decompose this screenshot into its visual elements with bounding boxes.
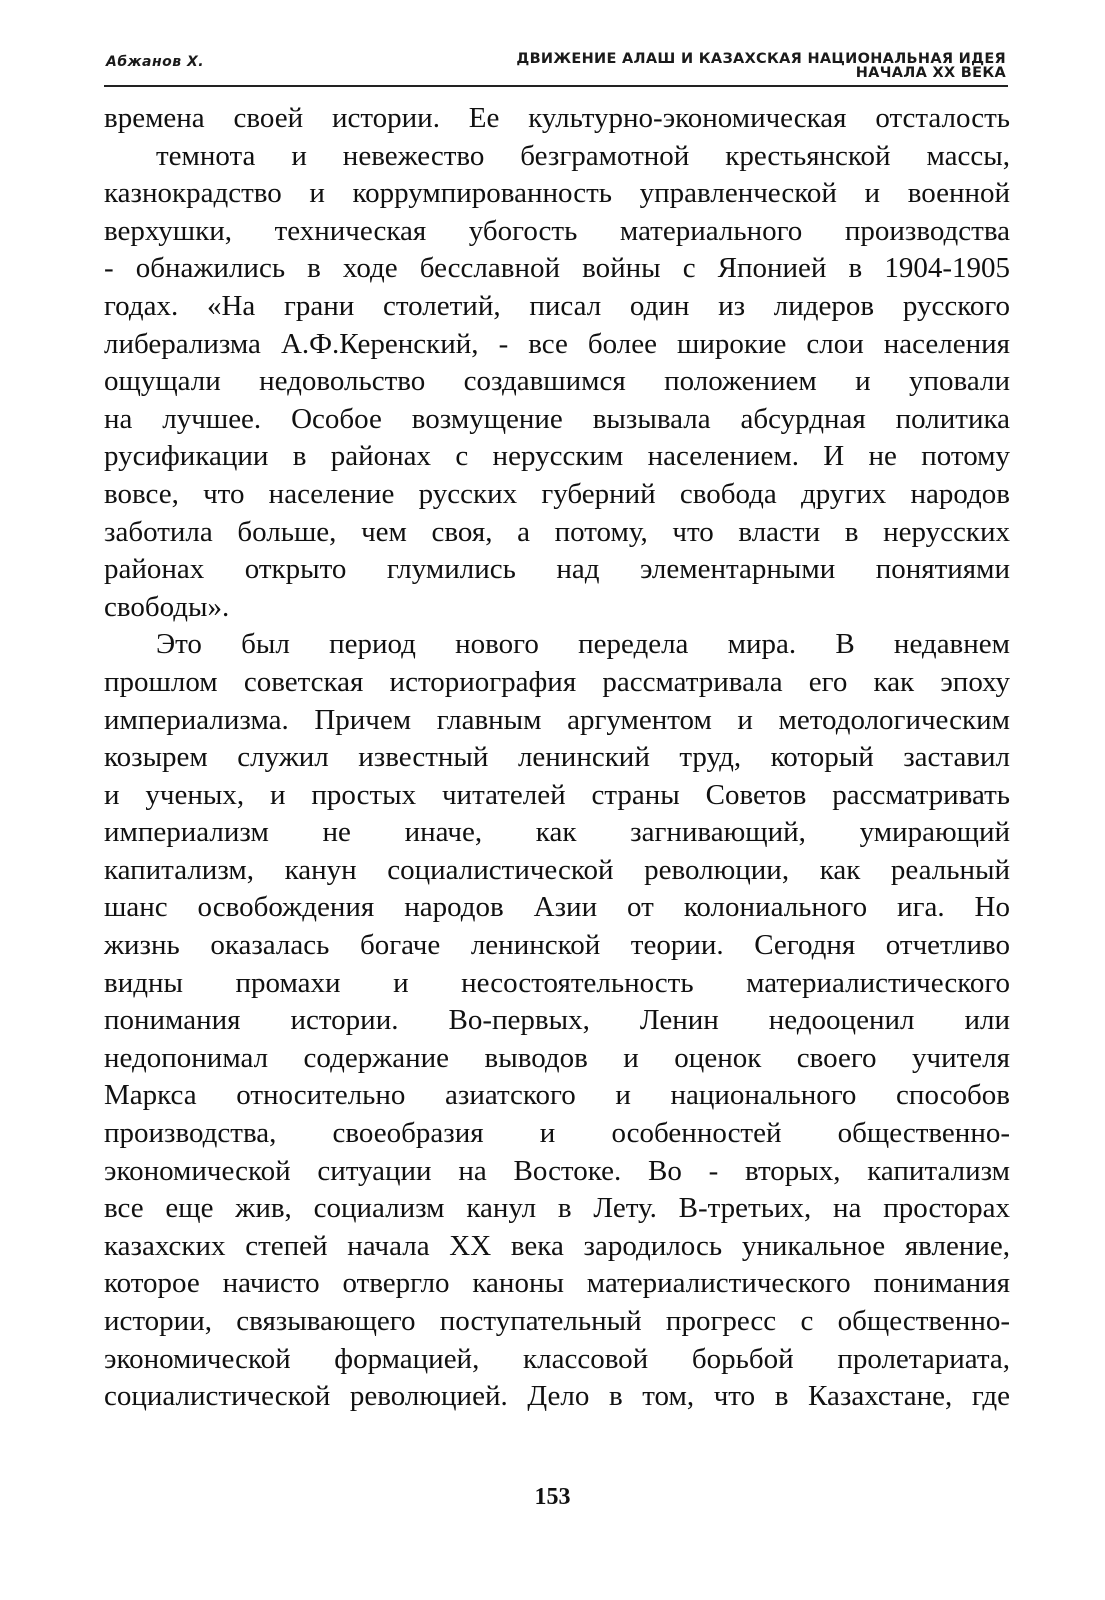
text-line: годах. «На грани столетий, писал один из лидеров русского xyxy=(104,289,1010,322)
text-line: экономической формацией, классовой борьбой пролетариата, xyxy=(104,1342,1010,1375)
text-line: производства, своеобразия и особенностей общественно- xyxy=(104,1117,1010,1150)
text-line: русификации в районах с нерусским населением. И не потому xyxy=(104,440,1010,473)
text-line: либерализма А.Ф.Керенский, - все более широкие слои населения xyxy=(104,327,1010,360)
text-line: районах открыто глумились над элементарными понятиями xyxy=(104,553,1010,586)
header-author: Абжанов Х. xyxy=(106,54,205,70)
page-number: 153 xyxy=(534,1484,571,1510)
text-line: все еще жив, социализм канул в Лету. В-третьих, на просторах xyxy=(104,1192,1010,1225)
header-rule xyxy=(104,85,1008,87)
text-line: - обнажились в ходе бесславной войны с Японией в 1904-1905 xyxy=(104,252,1010,285)
text-line: вовсе, что население русских губерний свобода других народов xyxy=(104,477,1010,510)
text-line: жизнь оказалась богаче ленинской теории. Сегодня отчетливо xyxy=(104,929,1010,962)
text-line: и ученых, и простых читателей страны Советов рассматривать xyxy=(104,778,1010,811)
text-line: социалистической революцией. Дело в том, что в Казахстане, где xyxy=(104,1380,1010,1413)
text-line: ощущали недовольство создавшимся положением и уповали xyxy=(104,365,1010,398)
text-line: истории, связывающего поступательный прогресс с общественно- xyxy=(104,1305,1010,1337)
text-line: империализма. Причем главным аргументом и методологическим xyxy=(104,703,1010,736)
text-line: темнота и невежество безграмотной крестьянской массы, xyxy=(156,139,1010,172)
text-line: времена своей истории. Ее культурно-экономическая отсталость xyxy=(104,102,1010,134)
text-line: верхушки, техническая убогость материального производства xyxy=(104,214,1010,247)
header-title xyxy=(516,52,1006,80)
text-line: прошлом советская историография рассматривала его как эпоху xyxy=(104,665,1010,698)
text-line: на лучшее. Особое возмущение вызывала абсурдная политика xyxy=(104,402,1010,435)
text-line: видны промахи и несостоятельность материалистического xyxy=(104,966,1010,999)
text-line: Это был период нового передела мира. В недавнем xyxy=(156,628,1010,661)
text-line: Маркса относительно азиатского и национального способов xyxy=(104,1079,1010,1112)
header-title-line-1: ДВИЖЕНИЕ АЛАШ И КАЗАХСКАЯ НАЦИОНАЛЬНАЯ ИДЕЯ xyxy=(516,51,1006,67)
text-line: казнокрадство и коррумпированность управленческой и военной xyxy=(104,177,1010,210)
text-line: которое начисто отвергло каноны материалистического понимания xyxy=(104,1267,1010,1300)
text-line: заботила больше, чем своя, а потому, что власти в нерусских xyxy=(104,515,1010,548)
text-line: козырем служил известный ленинский труд, который заставил xyxy=(104,741,1010,774)
text-line: свободы». xyxy=(104,590,230,623)
text-line: капитализм, канун социалистической революции, как реальный xyxy=(104,853,1010,886)
body-text xyxy=(104,100,1010,1416)
text-line: казахских степей начала ХХ века зародилось уникальное явление, xyxy=(104,1229,1010,1262)
text-line: шанс освобождения народов Азии от колониального ига. Но xyxy=(104,891,1010,924)
text-line: недопонимал содержание выводов и оценок своего учителя xyxy=(104,1041,1010,1074)
text-line: империализм не иначе, как загнивающий, умирающий xyxy=(104,816,1010,849)
header-title-line-2: НАЧАЛА ХХ ВЕКА xyxy=(855,65,1006,81)
text-line: экономической ситуации на Востоке. Во - вторых, капитализм xyxy=(104,1154,1010,1187)
text-line: понимания истории. Во-первых, Ленин недооценил или xyxy=(104,1004,1010,1037)
